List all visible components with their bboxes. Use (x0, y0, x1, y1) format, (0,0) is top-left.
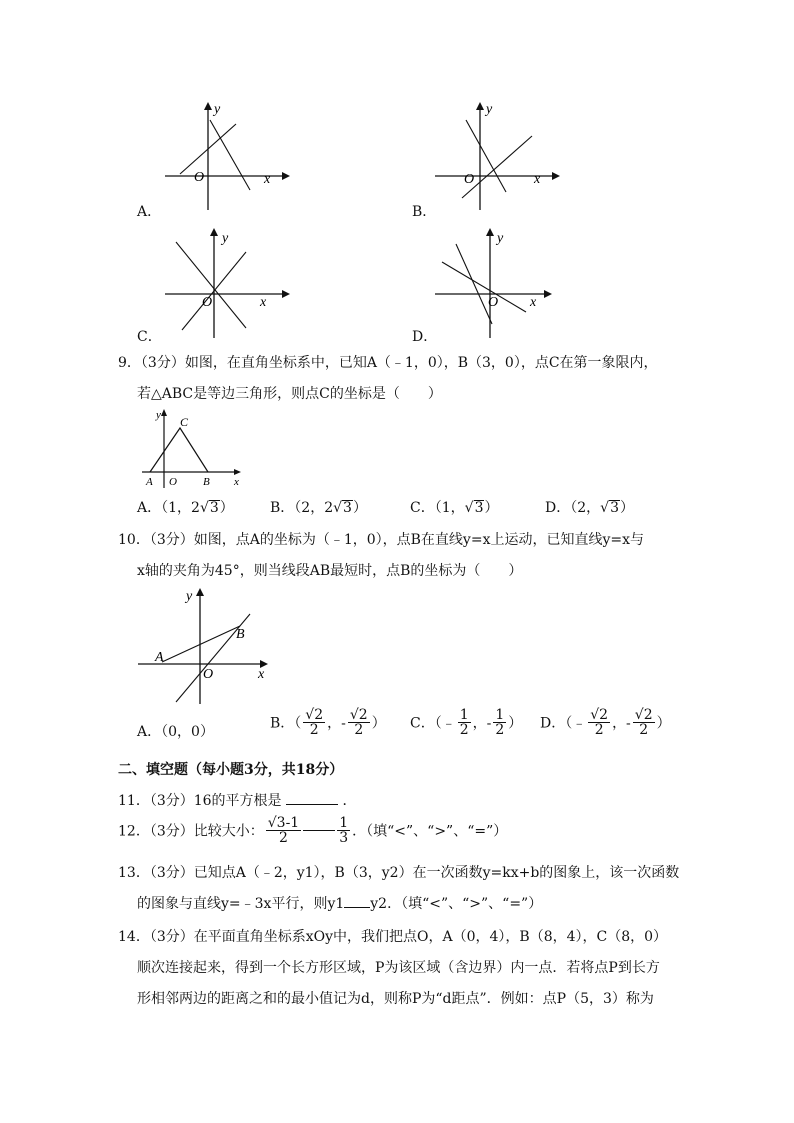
axis-label-x: x (264, 172, 271, 187)
q9-label-a: A (146, 476, 153, 488)
q8-option-a: A． (137, 204, 162, 220)
q10-option-d: D．（﹣ $\frac{√2}{2}$ ，- $\frac{√2}{2}$ ） (540, 707, 671, 738)
q14-stem-line1: 14．（3分）在平面直角坐标系xOy中，我们把点O，A（0，4），B（8，4），C（8，0） (118, 929, 668, 945)
q9-stem-line1: 9．（3分）如图，在直角坐标系中，已知A（﹣1，0），B（3，0），点C在第一象限内， (118, 355, 658, 371)
q8-option-c: C． (137, 329, 162, 345)
origin-label: O (202, 295, 213, 310)
q12-stem: 12．（3分）比较大小： $\frac{√3-1}{2}$ $\frac{1}{3}$ ．（填“<”、“>”、“=”） (118, 815, 508, 846)
q12-answer-blank[interactable] (303, 830, 335, 831)
q11-stem: 11．（3分）16的平方根是 ． (118, 793, 357, 809)
axis-label-y: y (214, 102, 221, 117)
q9-option-a: A．（1，2√3） (137, 500, 234, 516)
q10-stem-line2: x轴的夹角为45°，则当线段AB最短时，点B的坐标为（ ） (137, 563, 523, 579)
q10-label-x: x (258, 667, 265, 682)
axis-label-y: y (222, 231, 229, 246)
axis-label-y: y (486, 102, 493, 117)
q9-label-y: y (156, 409, 161, 421)
q8-option-b: B． (412, 204, 437, 220)
q9-stem-line2: 若△ABC是等边三角形，则点C的坐标是（ ） (137, 386, 442, 402)
q9-option-d: D．（2，√3） (545, 500, 634, 516)
origin-label: O (488, 295, 499, 310)
origin-label: O (194, 170, 205, 185)
q10-option-c: C．（﹣ $\frac{1}{2}$ ，- $\frac{1}{2}$ ） (410, 707, 523, 738)
q14-stem-line2: 顺次连接起来，得到一个长方形区域，P为该区域（含边界）内一点．若将点P到长方 (137, 960, 660, 976)
q9-option-c: C．（1，√3） (410, 500, 499, 516)
q9-label-c: C (180, 415, 189, 429)
q10-figure (130, 584, 280, 708)
axis-label-x: x (530, 295, 537, 310)
q9-option-b: B．（2，2√3） (270, 500, 367, 516)
q14-stem-line3: 形相邻两边的距离之和的最小值记为d，则称P为“d距点”．例如：点P（5，3）称为 (137, 991, 654, 1007)
q10-label-o: O (203, 667, 214, 682)
q10-option-a: A．（0，0） (137, 724, 214, 740)
axis-label-y: y (497, 231, 504, 246)
q9-label-b: B (203, 476, 210, 488)
q10-label-b: B (236, 627, 245, 642)
q13-answer-blank[interactable] (344, 907, 370, 908)
section-2-title: 二、填空题（每小题3分，共18分） (118, 762, 344, 778)
q11-answer-blank[interactable] (286, 804, 338, 805)
q9-label-o: O (169, 476, 177, 488)
q13-stem-line2: 的图象与直线y=﹣3x平行，则y1 y2．（填“<”、“>”、“=”） (137, 896, 543, 912)
q9-label-x: x (234, 476, 239, 488)
origin-label: O (464, 172, 475, 187)
q10-option-b: B．（ $\frac{√2}{2}$ ，- $\frac{√2}{2}$ ） (270, 707, 386, 738)
q13-stem-line1: 13．（3分）已知点A（﹣2，y1），B（3，y2）在一次函数y=kx+b的图象上，该一次函数 (118, 865, 680, 881)
q10-label-y: y (186, 589, 193, 604)
q9-figure (138, 406, 248, 490)
q8-option-d: D． (412, 329, 438, 345)
q10-stem-line1: 10．（3分）如图，点A的坐标为（﹣1，0），点B在直线y=x上运动，已知直线y=x与 (118, 532, 645, 548)
q10-label-a: A (155, 650, 164, 665)
axis-label-x: x (534, 172, 541, 187)
axis-label-x: x (260, 295, 267, 310)
